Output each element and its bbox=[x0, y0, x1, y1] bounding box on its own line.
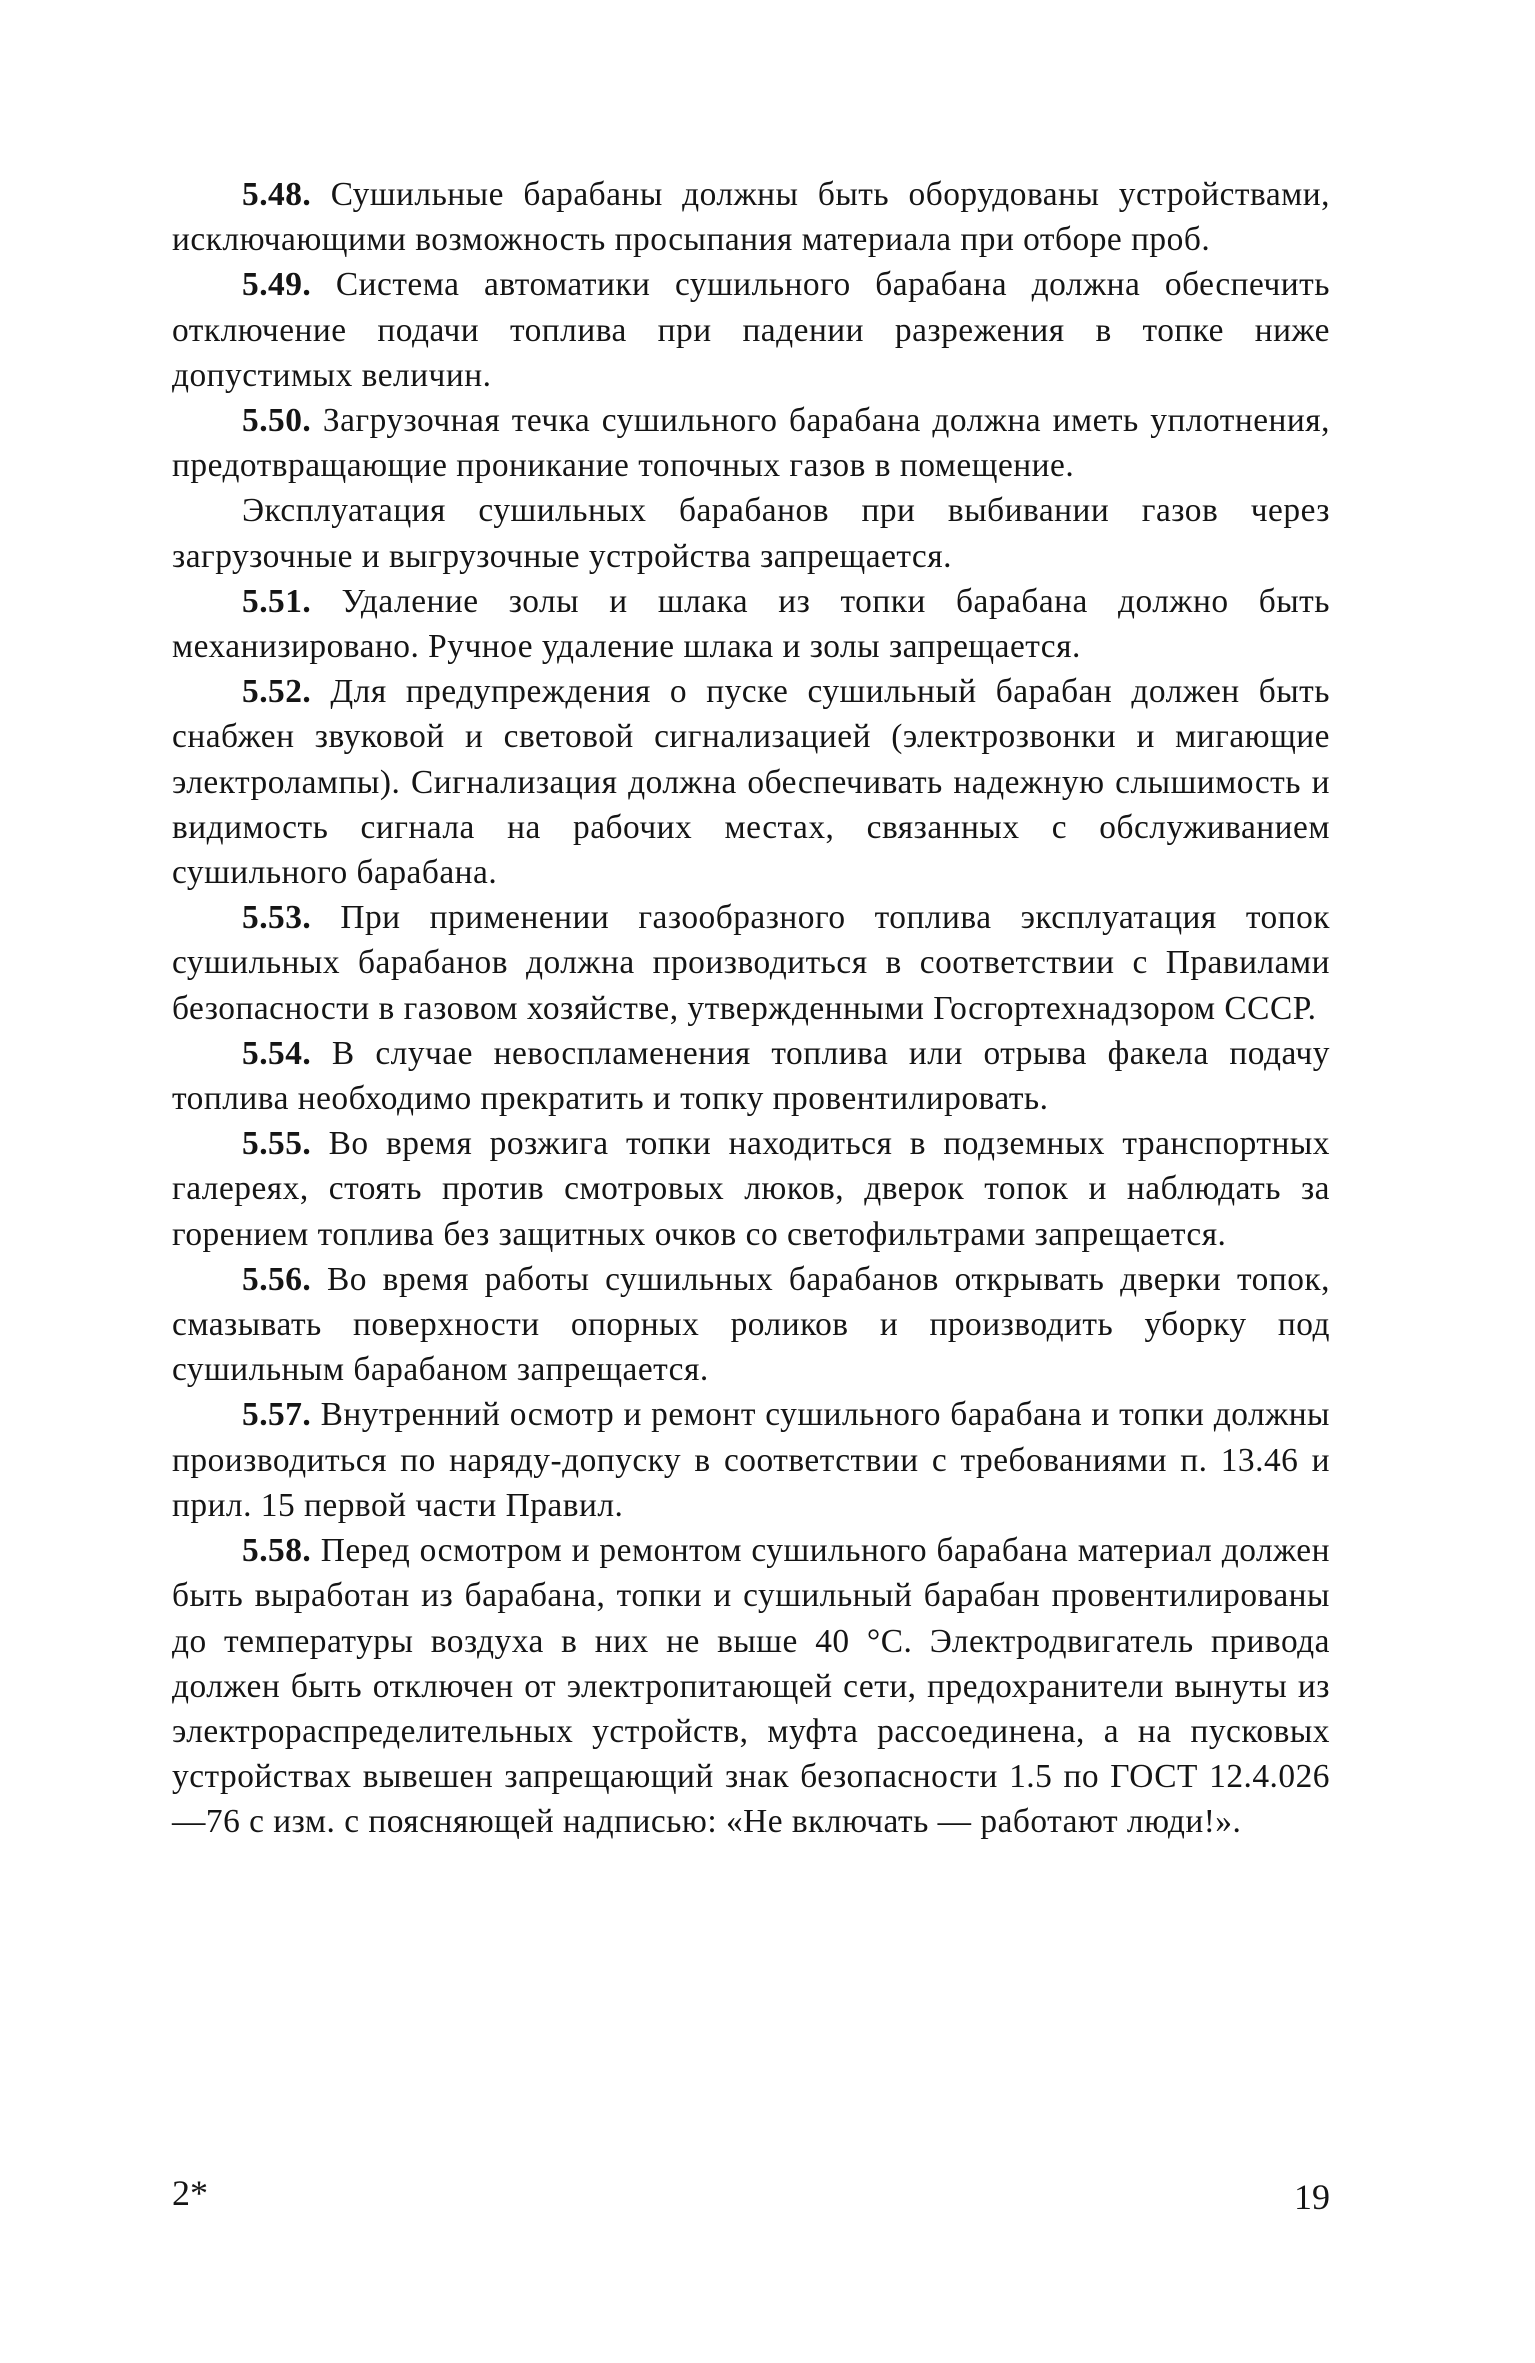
clause-text: В случае невоспламенения топлива или отрыва факела подачу топлива необходимо прекратить и топку провентилировать. bbox=[172, 1034, 1330, 1118]
paragraph-5-49 bbox=[172, 262, 1330, 398]
clause-text: При применении газообразного топлива эксплуатация топок сушильных барабанов должна производиться в соответствии с Правилами безопасности в газовом хозяйстве, утвержденными Госгортехнадзором СССР. bbox=[172, 899, 1330, 1027]
clause-text: Перед осмотром и ремонтом сушильного барабана материал должен быть выработан из барабана, топки и сушильный барабан провентилированы до температуры воздуха в них не выше 40 °С. Электродвигатель привода должен быть отключен от электропитающей сети, предохранители вынуты из электрораспределительных устройств, муфта рассоединена, а на пусковых устройствах вывешен запрещающий знак безопасности 1.5 по ГОСТ 12.4.026—76 с изм. с поясняющей надписью: «Не включать — работают люди!». bbox=[172, 1532, 1330, 1841]
paragraph-5-54 bbox=[172, 1031, 1330, 1121]
paragraph-5-56 bbox=[172, 1257, 1330, 1393]
clause-text: Для предупреждения о пуске сушильный барабан должен быть снабжен звуковой и световой сигнализацией (электрозвонки и мигающие электролампы). Сигнализация должна обеспечивать надежную слышимость и видимость сигнала на рабочих местах, связанных с обслуживанием сушильного барабана. bbox=[172, 673, 1330, 892]
page-footer bbox=[172, 2172, 1330, 2222]
page-number: 19 bbox=[1294, 2177, 1330, 2217]
clause-text: Во время работы сушильных барабанов открывать дверки топок, смазывать поверхности опорных роликов и производить уборку под сушильным барабаном запрещается. bbox=[172, 1260, 1330, 1389]
clause-number: 5.51. bbox=[242, 582, 312, 620]
clause-number: 5.49. bbox=[242, 266, 312, 304]
clause-text: Система автоматики сушильного барабана должна обеспечить отключение подачи топлива при падении разрежения в топке ниже допустимых величин. bbox=[172, 266, 1330, 394]
clause-number: 5.48. bbox=[242, 176, 312, 213]
paragraph-5-48 bbox=[172, 172, 1330, 262]
paragraph-5-57 bbox=[172, 1392, 1330, 1528]
clause-number: 5.55. bbox=[242, 1125, 312, 1163]
clause-text: Загрузочная течка сушильного барабана должна иметь уплотнения, предотвращающие проникание топочных газов в помещение. bbox=[172, 402, 1330, 485]
clause-text: Сушильные барабаны должны быть оборудованы устройствами, исключающими возможность просыпания материала при отборе проб. bbox=[172, 176, 1330, 259]
document-body bbox=[172, 172, 1330, 1845]
clause-number: 5.54. bbox=[242, 1034, 312, 1072]
paragraph-5-50 bbox=[172, 398, 1330, 488]
paragraph-5-55 bbox=[172, 1121, 1330, 1257]
clause-text: Внутренний осмотр и ремонт сушильного барабана и топки должны производиться по наряду-допуску в соответствии с требованиями п. 13.46 и прил. 15 первой части Правил. bbox=[172, 1396, 1330, 1524]
paragraph-5-53 bbox=[172, 895, 1330, 1031]
paragraph-5-50-continued bbox=[172, 488, 1330, 578]
clause-number: 5.50. bbox=[242, 402, 312, 440]
paragraph-5-52 bbox=[172, 669, 1330, 895]
clause-number: 5.52. bbox=[242, 673, 312, 711]
paragraph-5-51 bbox=[172, 579, 1330, 669]
clause-text: Эксплуатация сушильных барабанов при выбивании газов через загрузочные и выгрузочные устройства запрещается. bbox=[172, 492, 1330, 575]
clause-number: 5.56. bbox=[242, 1260, 312, 1298]
clause-number: 5.57. bbox=[242, 1396, 312, 1434]
paragraph-5-58 bbox=[172, 1528, 1330, 1844]
clause-number: 5.58. bbox=[242, 1532, 312, 1570]
signature-mark: 2* bbox=[172, 2173, 208, 2213]
clause-text: Во время розжига топки находиться в подземных транспортных галереях, стоять против смотровых люков, дверок топок и наблюдать за горением топлива без защитных очков со светофильтрами запрещается. bbox=[172, 1125, 1330, 1253]
clause-number: 5.53. bbox=[242, 899, 312, 937]
clause-text: Удаление золы и шлака из топки барабана должно быть механизировано. Ручное удаление шлака и золы запрещается. bbox=[172, 582, 1330, 666]
